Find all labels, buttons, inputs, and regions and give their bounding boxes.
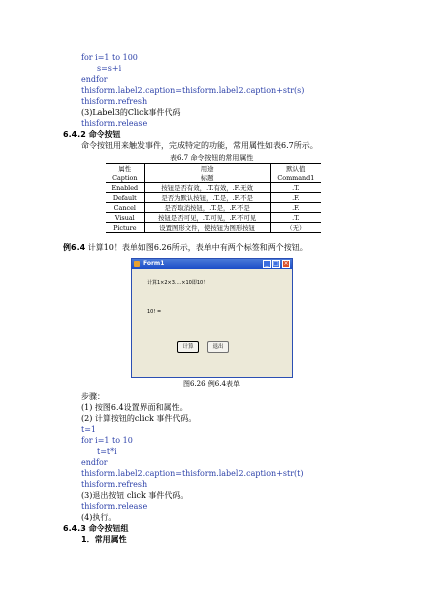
calc-button[interactable]: 计算 — [177, 341, 199, 353]
code-line: thisform.refresh — [81, 480, 148, 489]
table-header: 默认值 — [270, 164, 321, 174]
code-line: endfor — [81, 458, 108, 467]
step-label3: (3)Label3的Click事件代码 — [81, 108, 181, 117]
table-cell: Default — [106, 193, 144, 203]
table-cell: .T. — [270, 213, 321, 223]
table-cell: .F. — [270, 193, 321, 203]
figure-caption: 图6.26 例6.4表单 — [183, 380, 240, 388]
table-cell: .F. — [270, 203, 321, 213]
table-header: 属性 — [106, 164, 144, 174]
section-heading: 6.4.3 命令按钮组 — [63, 524, 129, 533]
table-row — [106, 203, 321, 213]
table-cell: Enabled — [106, 183, 144, 193]
minimize-icon[interactable]: _ — [263, 260, 271, 268]
table-header: 用途 — [144, 164, 270, 174]
step-4: (4)执行。 — [81, 513, 117, 522]
code-line: endfor — [81, 75, 108, 84]
table-cell: 标题 — [144, 173, 270, 183]
table-row — [106, 223, 321, 233]
table-cell: （无） — [270, 223, 321, 233]
code-line: t=1 — [81, 425, 97, 434]
properties-table — [106, 163, 321, 233]
table-cell: Visual — [106, 213, 144, 223]
section-heading: 6.4.2 命令按钮 — [63, 130, 121, 139]
table-row — [106, 193, 321, 203]
maximize-icon[interactable]: □ — [273, 260, 279, 267]
code-line: thisform.release — [81, 119, 148, 128]
step-3: (3)退出按钮 click 事件代码。 — [81, 491, 189, 500]
table-cell: 按钮是否有效，.T.有效，.F.无效 — [144, 183, 270, 193]
table-cell: Caption — [106, 173, 144, 183]
form-window — [131, 258, 293, 378]
label1: 计算1×2×3....×10即10！ — [147, 280, 209, 286]
table-row — [106, 183, 321, 193]
title-bar — [132, 259, 292, 269]
intro-paragraph: 命令按钮用来触发事件，完成特定的功能，常用属性如表6.7所示。 — [81, 141, 318, 150]
example-text: 计算10！表单如图6.26所示，表单中有两个标签和两个按钮。 — [87, 243, 308, 252]
code-line: thisform.refresh — [81, 97, 148, 106]
table-cell: 按钮是否可见，.T.可见，.F.不可见 — [144, 213, 270, 223]
table-caption: 表6.7 命令按钮的常用属性 — [170, 154, 254, 162]
table-cell: 是否取消按钮，.T.是，.F.不是 — [144, 203, 270, 213]
label2: 10! = — [147, 309, 162, 315]
table-cell: 是否为默认按钮，.T.是，.F.不是 — [144, 193, 270, 203]
table-cell: Command1 — [270, 173, 321, 183]
close-icon[interactable]: × — [283, 260, 289, 267]
code-line: for i=1 to 100 — [81, 53, 138, 62]
code-line: for i=1 to 10 — [81, 436, 133, 445]
table-cell: Cancel — [106, 203, 144, 213]
subsection-heading: 1．常用属性 — [81, 535, 127, 544]
table-cell: Picture — [106, 223, 144, 233]
code-line: thisform.release — [81, 502, 148, 511]
step-1: (1) 按图6.4设置界面和属性。 — [81, 403, 188, 412]
table-cell: 设置图形文件，使按钮为图形按钮 — [144, 223, 270, 233]
table-cell: .T. — [270, 183, 321, 193]
window-title: Form1 — [143, 260, 165, 267]
app-icon — [134, 261, 140, 267]
step-2: (2) 计算按钮的click 事件代码。 — [81, 414, 197, 423]
code-line: thisform.label2.caption=thisform.label2.caption+str(t) — [81, 469, 304, 478]
example-number: 例6.4 — [63, 243, 86, 252]
exit-button[interactable]: 退出 — [207, 341, 229, 353]
code-line: thisform.label2.caption=thisform.label2.caption+str(s) — [81, 86, 305, 95]
example-line — [63, 243, 308, 253]
table-row — [106, 213, 321, 223]
steps-title: 步骤： — [81, 392, 105, 401]
code-line: s=s+i — [97, 64, 122, 73]
code-line: t=t*i — [97, 447, 117, 456]
